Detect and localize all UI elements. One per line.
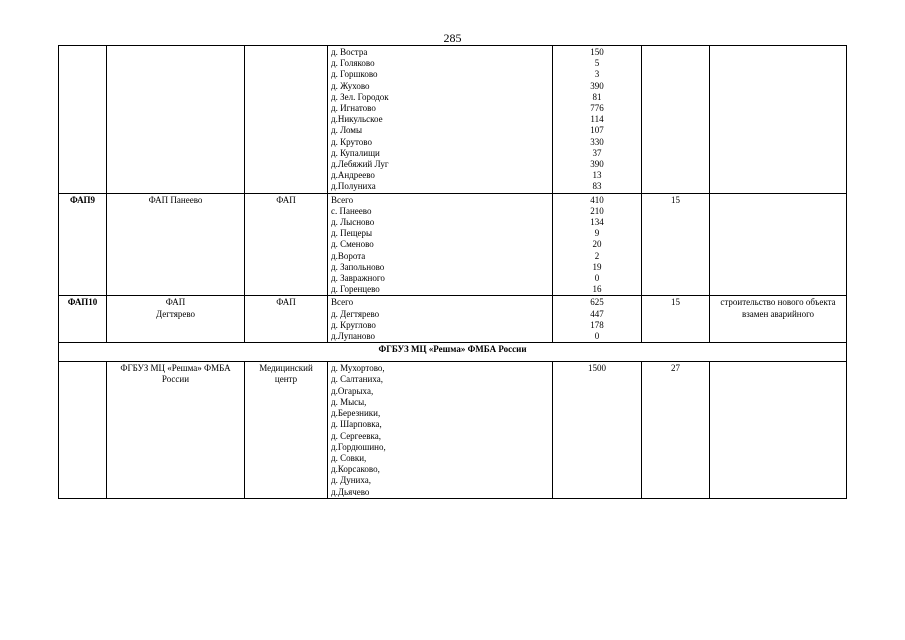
places-line: д. Мысы,: [331, 396, 367, 407]
population-line: 9: [594, 228, 600, 239]
places-line: д. Купалищи: [331, 147, 380, 158]
table-row: [59, 193, 847, 296]
facility-type-cell: [245, 193, 328, 296]
places-line: д. Сергеевка,: [331, 430, 381, 441]
type-line: центр: [274, 374, 298, 385]
population-line: 410: [590, 194, 604, 205]
places-line: д.Дьячево: [331, 486, 370, 497]
places-line: Всего: [331, 297, 354, 308]
settlements-cell: [328, 362, 553, 498]
population-line: 390: [590, 80, 604, 91]
population-line: 19: [592, 261, 602, 272]
population-line: 0: [594, 273, 600, 284]
places-line: д. Шарповка,: [331, 419, 382, 430]
population-line: 447: [590, 308, 604, 319]
population-line: 330: [590, 136, 604, 147]
facility-type-cell: [245, 296, 328, 343]
population-line: 150: [590, 47, 604, 57]
places-line: д. Ломы: [331, 125, 363, 136]
table-row: [59, 46, 847, 194]
places-line: д. Зел. Городок: [331, 91, 389, 102]
places-line: д.Гордюшино,: [331, 441, 386, 452]
table-row: [59, 296, 847, 343]
places-line: с. Панеево: [331, 205, 372, 216]
population-line: 390: [590, 159, 604, 170]
places-line: д. Лысново: [331, 217, 375, 228]
places-line: д. Дуниха,: [331, 475, 371, 486]
type-line: ФАП: [276, 297, 296, 308]
facility-code-cell: [59, 362, 107, 498]
population-line: 0: [594, 331, 600, 342]
population-line: 625: [590, 297, 604, 308]
population-cell: [553, 193, 642, 296]
visits-cell: 15: [642, 296, 710, 343]
visits-cell: 15: [642, 193, 710, 296]
places-line: д. Востра: [331, 47, 368, 57]
facility-code-cell: ФАП9: [59, 193, 107, 296]
places-line: д. Игнатово: [331, 103, 376, 114]
visits-cell: [642, 46, 710, 194]
population-line: 178: [590, 319, 604, 330]
places-line: д.Березники,: [331, 408, 381, 419]
facility-code-cell: [59, 46, 107, 194]
page-number: 285: [443, 31, 462, 45]
places-line: д.Лебяжий Луг: [331, 159, 389, 170]
population-line: 16: [592, 284, 602, 295]
settlements-cell: [328, 296, 553, 343]
section-header-row: [59, 343, 847, 362]
places-line: д. Сменово: [331, 239, 374, 250]
name-line: ФАП Панеево: [148, 194, 203, 205]
settlements-cell: [328, 193, 553, 296]
facility-type-cell: [245, 362, 328, 498]
facility-name-cell: [107, 193, 245, 296]
population-line: 107: [590, 125, 604, 136]
population-line: 20: [592, 239, 602, 250]
places-line: Всего: [331, 194, 354, 205]
places-line: д.Андреево: [331, 170, 375, 181]
places-line: д.Ворота: [331, 250, 366, 261]
facility-name-cell: [107, 296, 245, 343]
name-line: ФГБУЗ МЦ «Решма» ФМБА: [120, 363, 231, 374]
population-line: 114: [590, 114, 604, 125]
note-line: взамен аварийного: [741, 308, 815, 319]
places-line: д. Пещеры: [331, 228, 373, 239]
places-line: д. Салтаниха,: [331, 374, 383, 385]
places-line: д. Горшково: [331, 69, 378, 80]
table-row: [59, 362, 847, 498]
type-line: Медицинский: [259, 363, 313, 374]
facility-type-cell: [245, 46, 328, 194]
population-line: 210: [590, 205, 604, 216]
name-line: ФАП: [165, 297, 186, 308]
places-line: д. Голяково: [331, 58, 375, 69]
note-cell: [710, 46, 847, 194]
places-line: д. Крутово: [331, 136, 372, 147]
places-line: д.Лупаново: [331, 331, 376, 342]
facility-name-cell: [107, 362, 245, 498]
population-line: 1500: [588, 363, 606, 374]
places-line: д.Огарыха,: [331, 385, 374, 396]
note-cell: [710, 193, 847, 296]
section-title: ФГБУЗ МЦ «Решма» ФМБА России: [59, 343, 847, 362]
population-cell: [553, 362, 642, 498]
population-cell: [553, 46, 642, 194]
note-line: строительство нового объекта: [720, 297, 836, 308]
population-line: 776: [590, 103, 604, 114]
places-line: д. Круглово: [331, 319, 376, 330]
places-line: д.Полуниха: [331, 181, 376, 192]
places-line: д. Жухово: [331, 80, 370, 91]
population-cell: [553, 296, 642, 343]
name-line: Дегтярево: [155, 308, 196, 319]
note-cell: [710, 362, 847, 498]
visits-cell: 27: [642, 362, 710, 498]
table-body: [59, 46, 847, 499]
population-line: 37: [592, 147, 602, 158]
places-line: д.Никульское: [331, 114, 383, 125]
places-line: д. Запольново: [331, 261, 385, 272]
places-line: д.Корсаково,: [331, 464, 380, 475]
settlements-cell: [328, 46, 553, 194]
places-line: д. Мухортово,: [331, 363, 385, 374]
places-line: д. Завражного: [331, 273, 385, 284]
name-line: России: [161, 374, 190, 385]
places-line: д. Горенцево: [331, 284, 380, 295]
population-line: 134: [590, 217, 604, 228]
population-line: 5: [594, 58, 600, 69]
population-line: 2: [594, 250, 600, 261]
note-cell: [710, 296, 847, 343]
places-line: д. Дегтярево: [331, 308, 380, 319]
facility-code-cell: ФАП10: [59, 296, 107, 343]
population-line: 83: [592, 181, 602, 192]
population-line: 3: [594, 69, 600, 80]
places-line: д. Совки,: [331, 452, 367, 463]
facilities-table: [58, 45, 847, 499]
type-line: ФАП: [276, 194, 296, 205]
population-line: 81: [592, 91, 602, 102]
population-line: 13: [592, 170, 602, 181]
facility-name-cell: [107, 46, 245, 194]
